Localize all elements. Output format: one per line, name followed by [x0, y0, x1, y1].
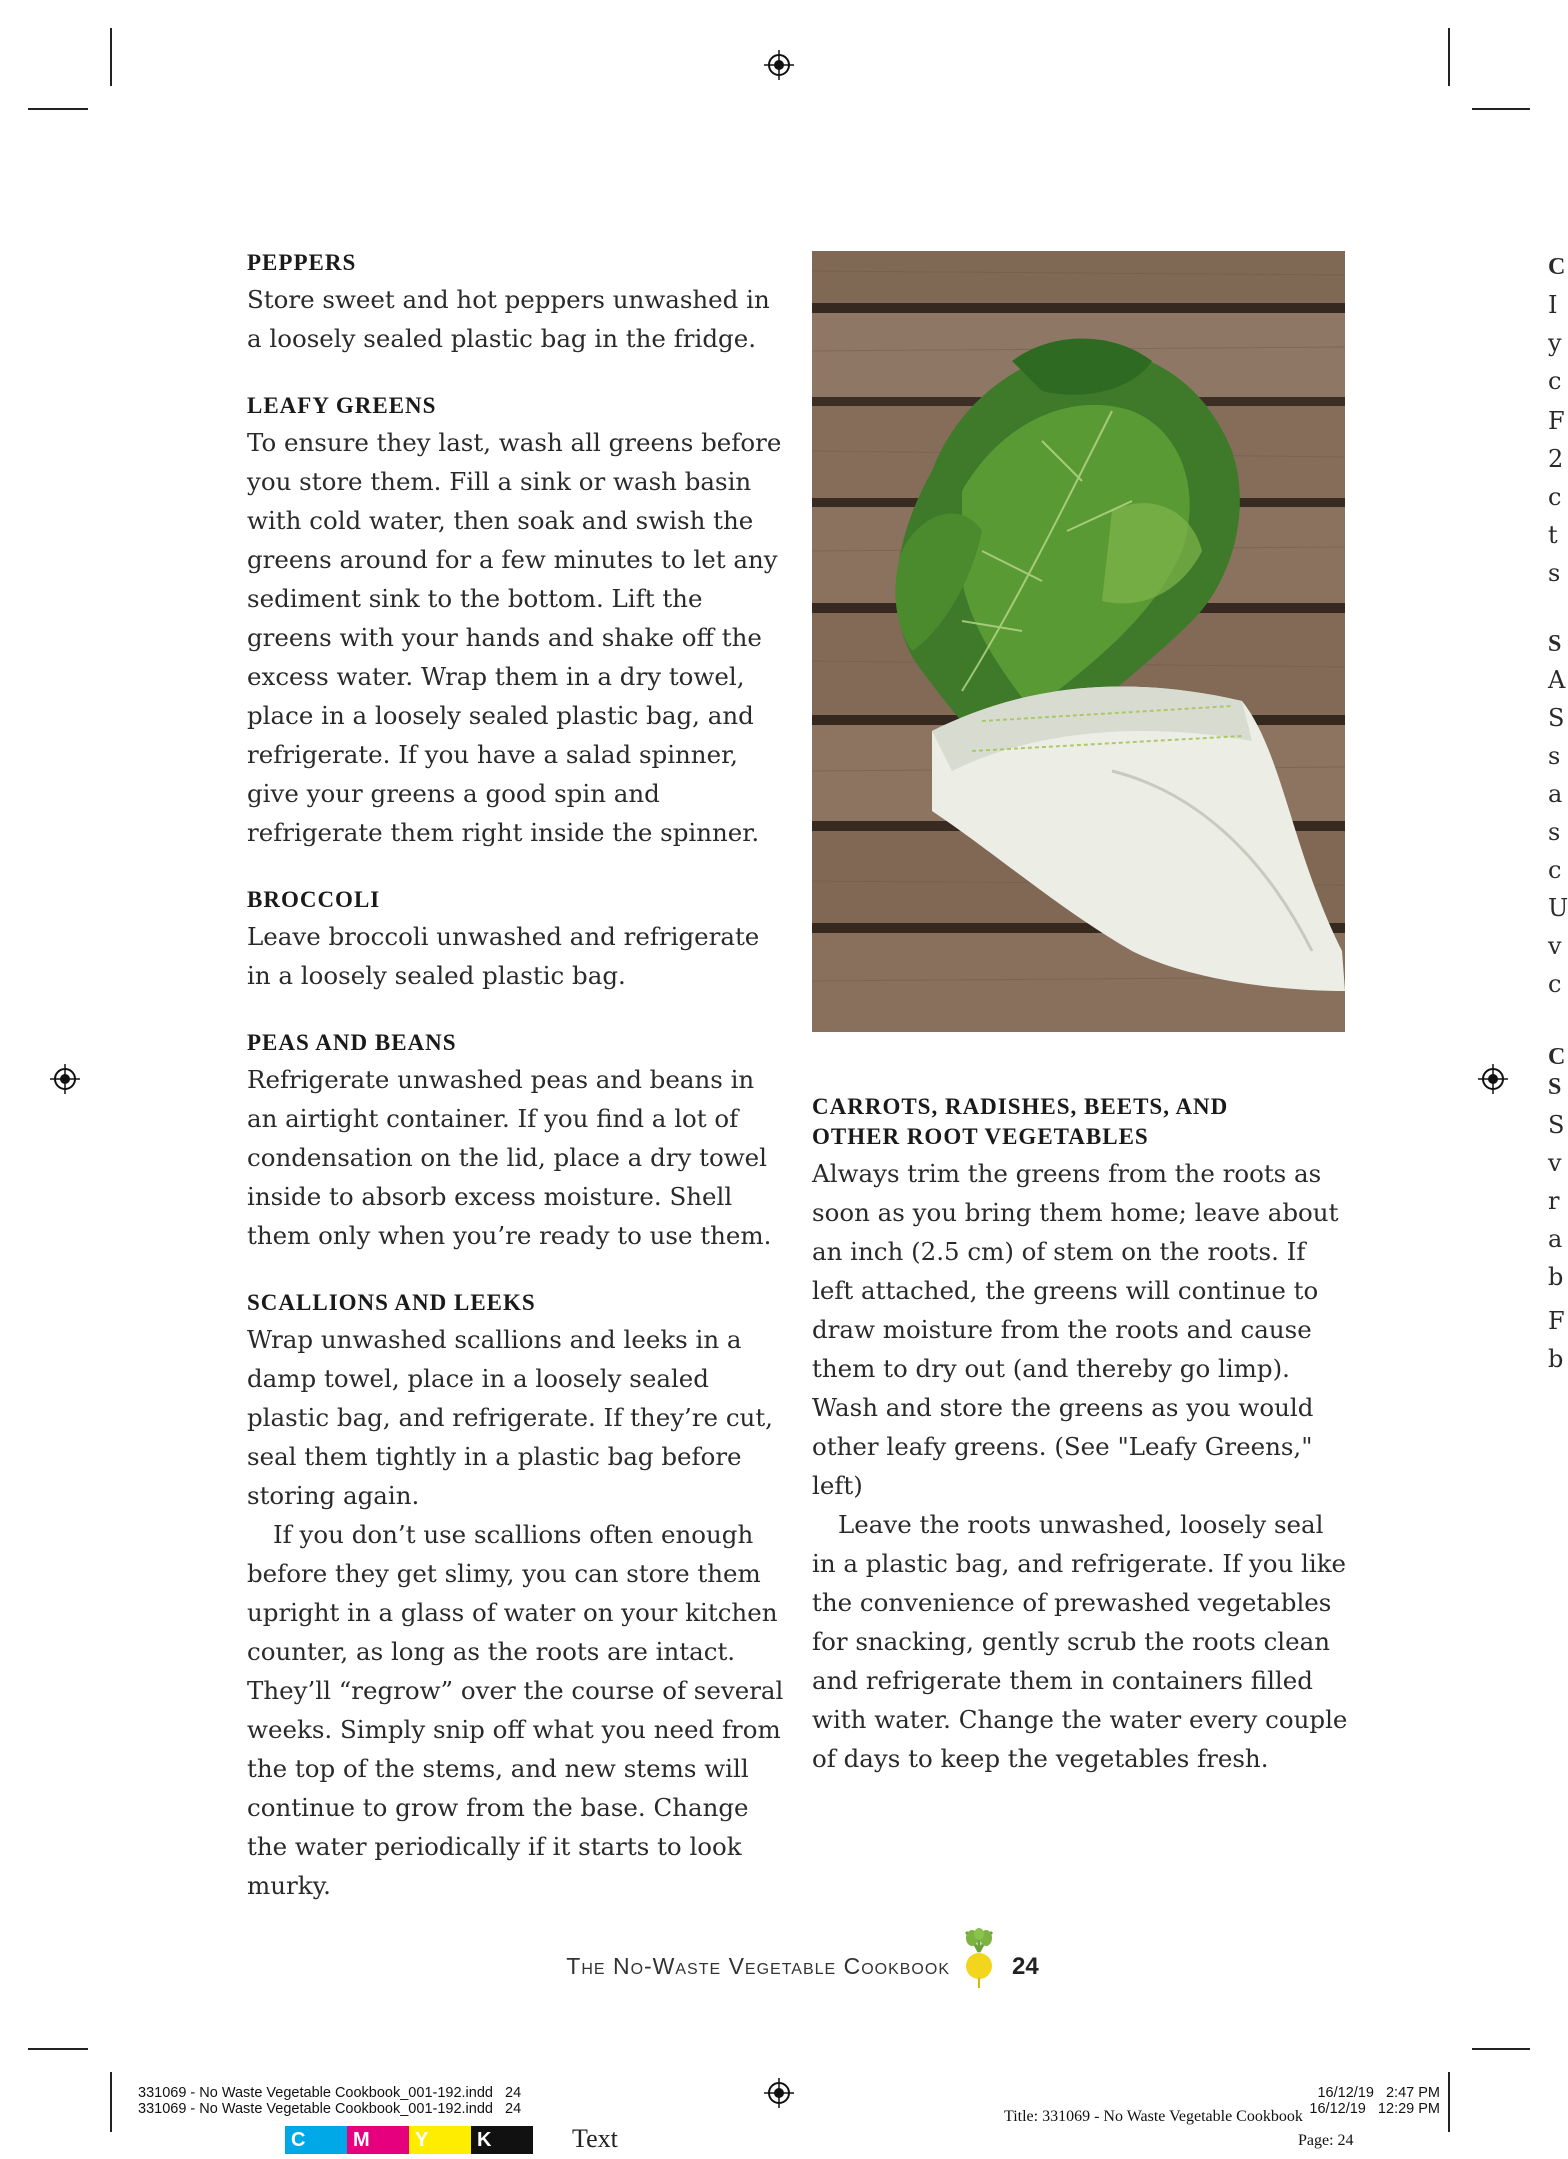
crop-mark: [1472, 108, 1530, 110]
crop-mark: [110, 28, 112, 86]
edge-fragment: v: [1548, 932, 1562, 960]
edge-fragment: c: [1548, 367, 1562, 395]
section-paragraph: If you don’t use scallions often enough before they get slimy, you can store them upright in a glass of water on your kitchen counter, as long as the roots are intact. They’ll “regrow” over the course of several weeks. Simply snip off what you need from the top of the stems, and new stems will continue to grow from the base. Change the water periodically if it starts to look murky.: [247, 1520, 784, 1900]
crop-mark: [28, 108, 88, 110]
section-paragraph: Leave broccoli unwashed and refrigerate in a loosely sealed plastic bag.: [247, 922, 760, 990]
page-number: 24: [1012, 1953, 1039, 1980]
edge-fragment: S: [1548, 1074, 1562, 1100]
edge-fragment: r: [1548, 1187, 1560, 1215]
section-heading: PEPPERS: [247, 250, 357, 275]
registration-mark-icon: [764, 50, 794, 80]
slug-date-line: 16/12/19 12:29 PM: [1309, 2101, 1440, 2117]
edge-fragment: I: [1548, 291, 1558, 319]
slug-file-line: 331069 - No Waste Vegetable Cookbook_001-192.indd 24: [138, 2085, 522, 2101]
section-paragraph: Refrigerate unwashed peas and beans in an airtight container. If you find a lot of condensation on the lid, place a dry towel inside to absorb excess moisture. Shell them only when you’re ready to use them.: [247, 1065, 772, 1250]
section-heading: PEAS AND BEANS: [247, 1030, 457, 1055]
slug-file-info: [138, 2085, 521, 2117]
section-peppers: [247, 248, 787, 358]
edge-fragment: C: [1548, 254, 1566, 280]
slug-page-line: Page: 24: [1298, 2132, 1354, 2149]
crop-mark: [28, 2048, 88, 2050]
edge-fragment: 2: [1548, 445, 1564, 473]
swatch-label: Y: [415, 2129, 429, 2151]
next-page-edge-bottom: [1548, 1044, 1566, 1375]
section-paragraph: Always trim the greens from the roots as soon as you bring them home; leave about an inch (2.5 cm) of stem on the roots. If left attached, the greens will continue to draw moisture from the roots and cause them to dry out (and thereby go limp). Wash and store the greens as you would other leafy greens. (See "Leafy Greens," left): [812, 1159, 1339, 1500]
edge-fragment: s: [1548, 559, 1561, 587]
edge-fragment: b: [1548, 1263, 1564, 1291]
section-broccoli: [247, 885, 787, 995]
edge-fragment: S: [1548, 704, 1565, 732]
crop-mark: [1472, 2048, 1530, 2050]
section-heading: SCALLIONS AND LEEKS: [247, 1290, 536, 1315]
edge-fragment: s: [1548, 818, 1561, 846]
book-title: The No-Waste Vegetable Cookbook: [566, 1953, 950, 1979]
swatch-label: K: [477, 2129, 492, 2151]
section-heading: LEAFY GREENS: [247, 393, 437, 418]
edge-fragment: c: [1548, 970, 1562, 998]
registration-mark-icon: [50, 1064, 80, 1094]
cmyk-swatch-cyan: [285, 2126, 347, 2154]
edge-fragment: S: [1548, 631, 1562, 657]
edge-fragment: b: [1548, 1345, 1564, 1373]
cmyk-swatch-yellow: [409, 2126, 471, 2154]
right-column: [812, 1092, 1352, 1778]
section-paragraph: Wrap unwashed scallions and leeks in a damp towel, place in a loosely sealed plastic bag, and refrigerate. If they’re cut, seal them tightly in a plastic bag before storing again.: [247, 1325, 773, 1510]
next-page-edge-top: [1548, 254, 1566, 595]
edge-fragment: C: [1548, 1044, 1566, 1070]
edge-fragment: v: [1548, 1149, 1562, 1177]
edge-fragment: A: [1548, 666, 1566, 694]
slug-file-line: 331069 - No Waste Vegetable Cookbook_001-192.indd 24: [138, 2101, 522, 2117]
slug-date-line: 16/12/19 2:47 PM: [1317, 2085, 1440, 2101]
registration-mark-icon: [1478, 1064, 1508, 1094]
leafy-greens-photo: [812, 251, 1345, 1032]
edge-fragment: F: [1548, 407, 1565, 435]
section-scallions-and-leeks: [247, 1288, 787, 1905]
edge-fragment: a: [1548, 1225, 1563, 1253]
section-peas-and-beans: [247, 1028, 787, 1255]
slug-title-line: Title: 331069 - No Waste Vegetable Cookbook: [1004, 2108, 1303, 2125]
cmyk-swatch-magenta: [347, 2126, 409, 2154]
crop-mark: [1448, 28, 1450, 86]
cmyk-text-label: Text: [572, 2124, 618, 2153]
edge-fragment: U: [1548, 894, 1568, 922]
beet-icon: [960, 1928, 998, 1988]
edge-fragment: y: [1548, 329, 1562, 357]
edge-fragment: s: [1548, 742, 1561, 770]
cmyk-swatch-black: [471, 2126, 533, 2154]
swatch-label: M: [353, 2129, 370, 2151]
section-paragraph: Leave the roots unwashed, loosely seal in a plastic bag, and refrigerate. If you like the convenience of prewashed vegetables for snacking, gently scrub the roots clean and refrigerate them in containers filled with water. Change the water every couple of days to keep the vegetables fresh.: [812, 1510, 1348, 1773]
edge-fragment: S: [1548, 1111, 1565, 1139]
edge-fragment: a: [1548, 780, 1563, 808]
swatch-label: C: [291, 2129, 306, 2151]
edge-fragment: c: [1548, 483, 1562, 511]
section-paragraph: To ensure they last, wash all greens before you store them. Fill a sink or wash basin with cold water, then soak and swish the greens around for a few minutes to let any sediment sink to the bottom. Lift the greens with your hands and shake off the excess water. Wrap them in a dry towel, place in a loosely sealed plastic bag, and refrigerate. If you have a salad spinner, give your greens a good spin and refrigerate them right inside the spinner.: [247, 428, 782, 847]
registration-mark-icon: [764, 2078, 794, 2108]
section-heading: CARROTS, RADISHES, BEETS, AND OTHER ROOT VEGETABLES: [812, 1094, 1229, 1149]
edge-fragment: F: [1548, 1307, 1565, 1335]
section-leafy-greens: [247, 391, 787, 852]
section-heading: BROCCOLI: [247, 887, 381, 912]
next-page-edge-mid: [1548, 631, 1568, 1012]
edge-fragment: t: [1548, 521, 1558, 549]
section-paragraph: Store sweet and hot peppers unwashed in a loosely sealed plastic bag in the fridge.: [247, 285, 770, 353]
running-footer-title: [510, 1953, 950, 1980]
edge-fragment: c: [1548, 856, 1562, 884]
crop-mark: [110, 2072, 112, 2132]
left-column: [247, 248, 787, 1938]
cmyk-color-bar: [285, 2126, 533, 2154]
crop-mark: [1448, 2072, 1450, 2132]
